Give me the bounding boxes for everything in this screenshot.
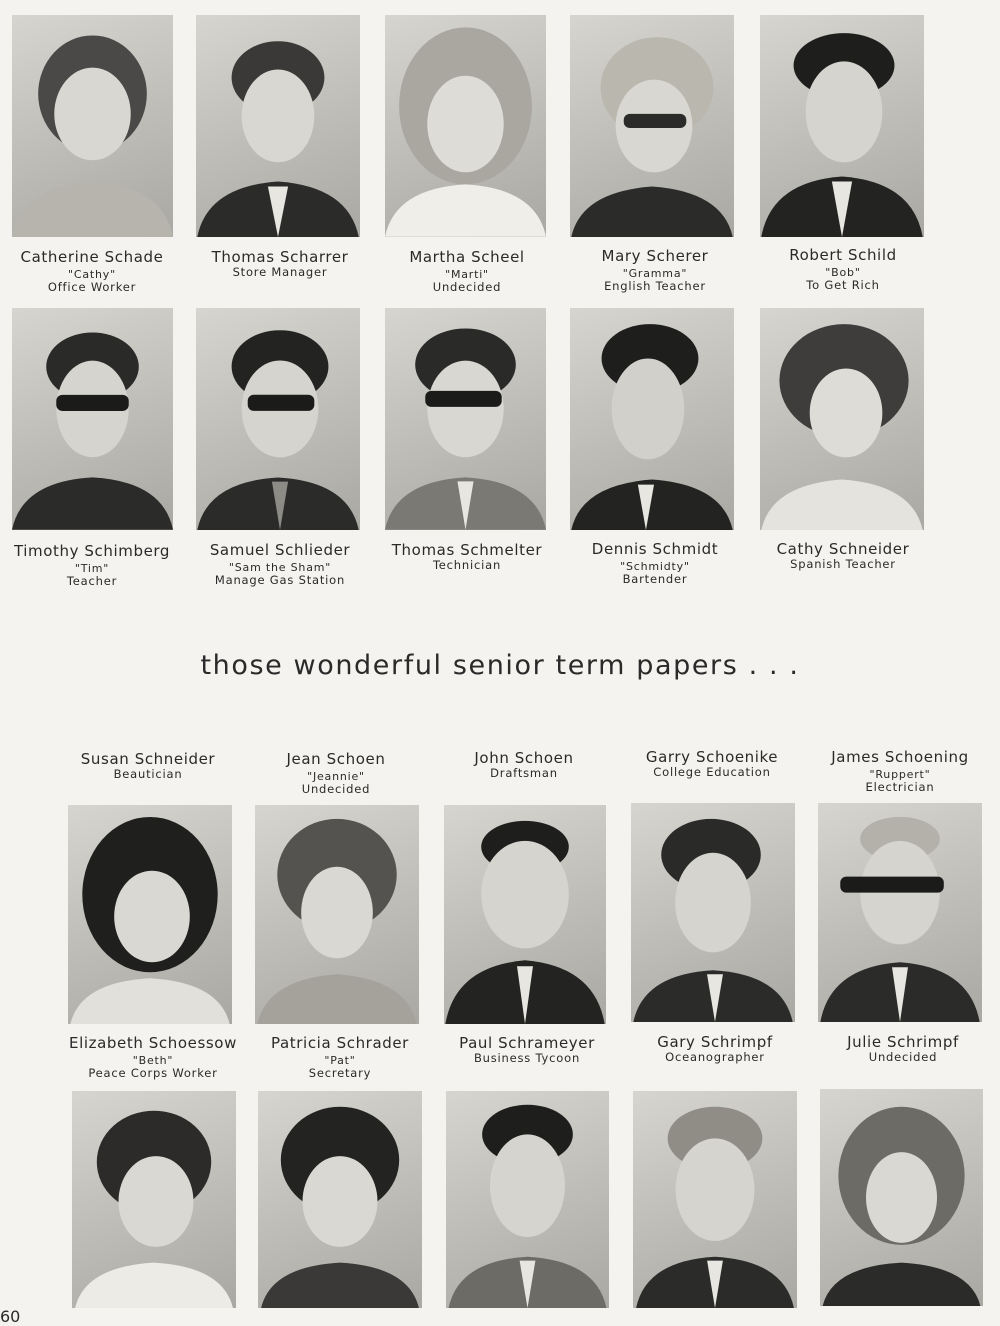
portrait-silhouette [255, 805, 419, 1024]
portrait-photo [196, 15, 360, 237]
portrait-silhouette [72, 1091, 236, 1308]
student-nickname: "Pat" [324, 1054, 356, 1067]
portrait-photo [633, 1091, 797, 1308]
student-plan: Business Tycoon [473, 1051, 581, 1065]
student-caption [372, 248, 562, 295]
student-name: Timothy Schimberg [13, 542, 171, 560]
student-nickname: "Gramma" [622, 267, 688, 280]
student-nickname: "Jeannie" [307, 770, 365, 783]
portrait-photo [255, 805, 419, 1024]
portrait-silhouette [385, 15, 546, 237]
portrait-silhouette [444, 805, 606, 1024]
student-caption [372, 541, 562, 573]
student-caption [560, 540, 750, 587]
portrait-silhouette [12, 15, 173, 237]
portrait-silhouette [385, 308, 546, 530]
student-plan: Undecided [868, 1050, 938, 1064]
student-plan: Undecided [301, 782, 371, 797]
student-plan: Bartender [622, 572, 688, 587]
student-plan: Electrician [865, 780, 935, 795]
student-plan: Manage Gas Station [214, 573, 346, 588]
student-caption [805, 748, 995, 795]
student-name: Julie Schrimpf [847, 1033, 959, 1051]
portrait-photo [818, 803, 982, 1022]
student-name: Thomas Schmelter [391, 541, 543, 559]
student-plan: Teacher [66, 574, 118, 589]
student-plan: College Education [653, 765, 771, 779]
portrait-silhouette [68, 805, 232, 1024]
page-heading: those wonderful senior term papers . . . [200, 650, 800, 681]
student-caption [185, 541, 375, 588]
student-name: Dennis Schmidt [591, 540, 719, 558]
student-name: Elizabeth Schoessow [69, 1034, 237, 1052]
student-caption [808, 1033, 998, 1065]
student-plan: Beautician [113, 767, 183, 781]
portrait-photo [196, 308, 360, 530]
student-name: Martha Scheel [409, 248, 525, 266]
student-caption [432, 1034, 622, 1066]
student-nickname: "Marti" [445, 268, 489, 281]
student-caption [58, 1034, 248, 1081]
student-name: Paul Schrameyer [459, 1034, 595, 1052]
portrait-photo [385, 308, 546, 530]
student-name: Garry Schoenike [645, 748, 779, 766]
portrait-photo [631, 803, 795, 1022]
student-caption [748, 246, 938, 293]
student-nickname: "Beth" [132, 1054, 174, 1067]
student-caption [429, 749, 619, 781]
portrait-photo [446, 1091, 609, 1308]
student-name: Robert Schild [789, 246, 897, 264]
portrait-silhouette [760, 15, 924, 237]
portrait-photo [385, 15, 546, 237]
student-name: James Schoening [831, 748, 969, 766]
student-caption [245, 1034, 435, 1081]
portrait-silhouette [633, 1091, 797, 1308]
student-plan: Peace Corps Worker [88, 1066, 218, 1081]
student-plan: Spanish Teacher [790, 557, 896, 571]
student-caption [560, 247, 750, 294]
student-plan: Draftsman [490, 766, 558, 780]
student-plan: Secretary [308, 1066, 372, 1081]
student-name: Catherine Schade [20, 248, 164, 266]
portrait-silhouette [570, 308, 734, 530]
student-name: John Schoen [474, 749, 574, 767]
portrait-photo [72, 1091, 236, 1308]
student-plan: Undecided [432, 280, 502, 295]
student-caption [0, 248, 187, 295]
student-plan: Store Manager [232, 265, 328, 279]
student-nickname: "Bob" [825, 266, 861, 279]
portrait-photo [570, 15, 734, 237]
student-nickname: "Tim" [74, 562, 110, 575]
portrait-silhouette [258, 1091, 422, 1308]
student-caption [620, 1033, 810, 1065]
student-caption [53, 750, 243, 782]
student-name: Samuel Schlieder [209, 541, 351, 559]
portrait-photo [820, 1089, 983, 1306]
student-name: Susan Schneider [80, 750, 216, 768]
portrait-photo [12, 308, 173, 530]
portrait-photo [760, 15, 924, 237]
student-nickname: "Cathy" [68, 268, 116, 281]
portrait-silhouette [12, 308, 173, 530]
student-caption [185, 248, 375, 280]
student-name: Mary Scherer [601, 247, 709, 265]
student-caption [748, 540, 938, 572]
page-number: 60 [0, 1307, 21, 1326]
portrait-photo [12, 15, 173, 237]
student-name: Patricia Schrader [271, 1034, 409, 1052]
portrait-silhouette [570, 15, 734, 237]
student-caption [0, 542, 187, 589]
student-nickname: "Sam the Sham" [228, 561, 332, 574]
student-name: Thomas Scharrer [211, 248, 349, 266]
portrait-photo [760, 308, 924, 530]
portrait-silhouette [820, 1089, 983, 1306]
portrait-silhouette [760, 308, 924, 530]
student-caption [617, 748, 807, 780]
portrait-photo [570, 308, 734, 530]
portrait-photo [68, 805, 232, 1024]
student-name: Jean Schoen [286, 750, 386, 768]
portrait-silhouette [631, 803, 795, 1022]
portrait-silhouette [818, 803, 982, 1022]
portrait-photo [444, 805, 606, 1024]
student-plan: To Get Rich [806, 278, 880, 293]
student-plan: Office Worker [47, 280, 137, 295]
portrait-silhouette [196, 308, 360, 530]
portrait-photo [258, 1091, 422, 1308]
student-plan: Technician [432, 558, 502, 572]
student-nickname: "Ruppert" [869, 768, 931, 781]
student-name: Gary Schrimpf [657, 1033, 773, 1051]
student-plan: English Teacher [604, 279, 706, 294]
student-name: Cathy Schneider [776, 540, 910, 558]
student-plan: Oceanographer [665, 1050, 765, 1064]
portrait-silhouette [446, 1091, 609, 1308]
student-caption [241, 750, 431, 797]
student-nickname: "Schmidty" [620, 560, 690, 573]
portrait-silhouette [196, 15, 360, 237]
